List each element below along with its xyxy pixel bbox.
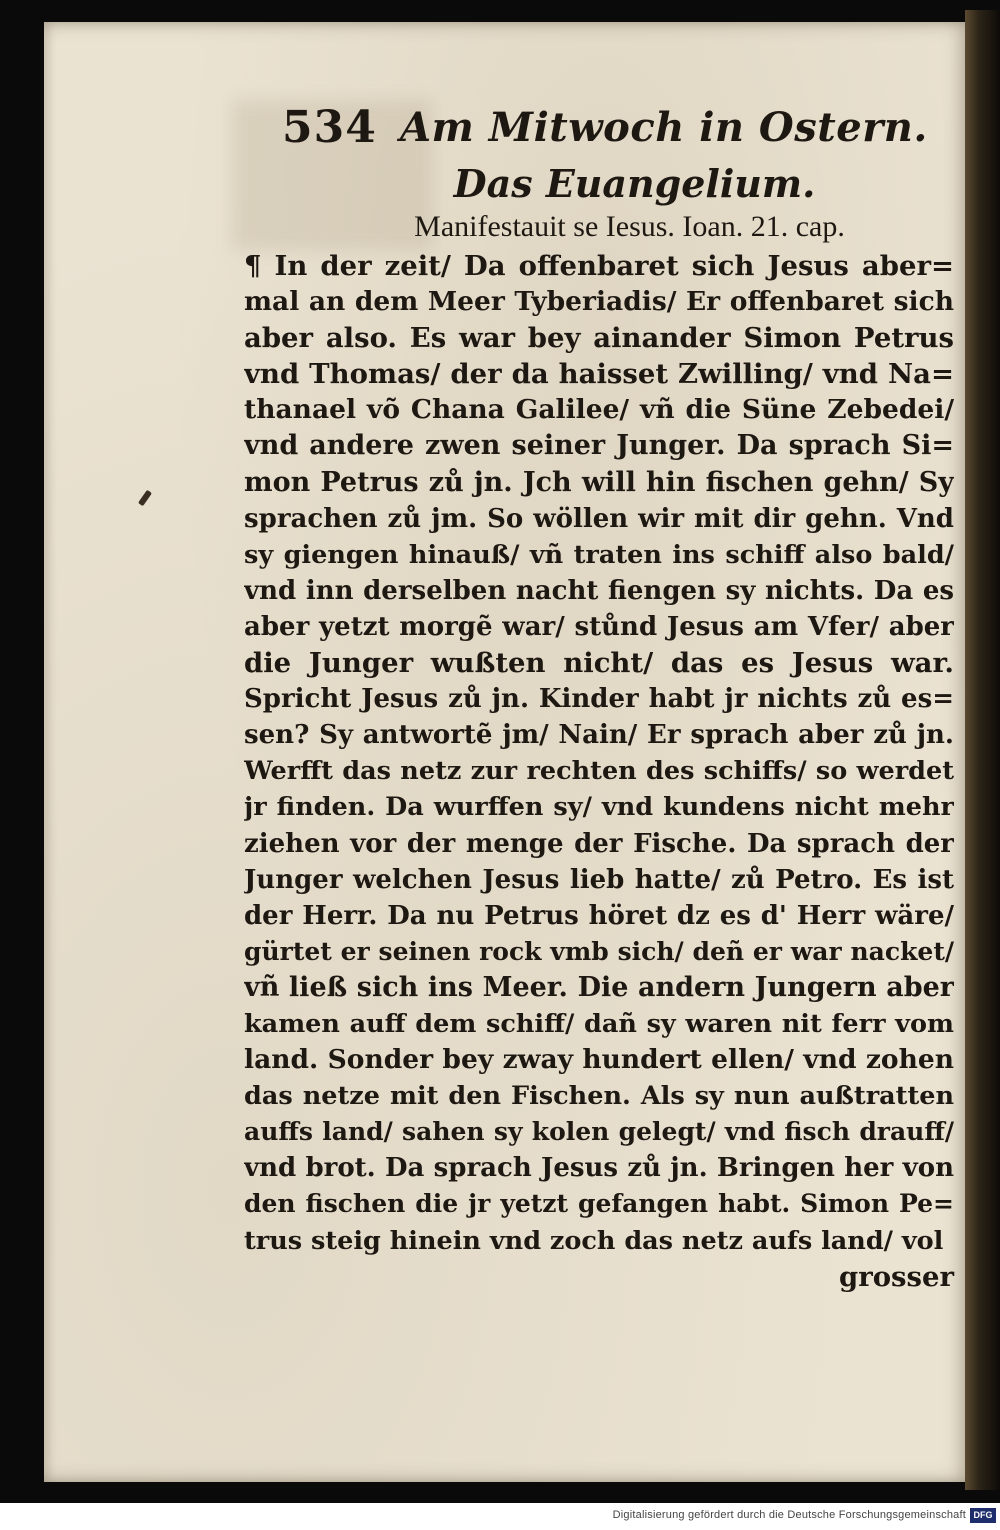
page-header (232, 98, 967, 160)
body-line: aber yetzt morgẽ war/ stůnd Jesus am Vfer/ aber (244, 611, 954, 642)
body-line: Spricht Jesus zů jn. Kinder habt jr nichts zů es= (244, 684, 954, 715)
binding-edge (965, 10, 1000, 1490)
body-line: vnd andere zwen seiner Junger. Da sprach Si= (244, 430, 954, 462)
body-line: die Junger wußten nicht/ das es Jesus war. (244, 647, 954, 680)
body-line: sy giengen hinauß/ vñ traten ins schiff also bald/ (244, 539, 954, 570)
running-head: Am Mitwoch in Ostern. (400, 104, 928, 151)
scripture-citation: Manifestauit se Iesus. Ioan. 21. cap. (414, 210, 845, 243)
body-text (244, 248, 967, 1259)
body-line: Werfft das netz zur rechten des schiffs/ so werdet (244, 756, 954, 787)
body-line: vnd Thomas/ der da haisset Zwilling/ vnd Na= (244, 358, 954, 391)
body-line: ¶ In der zeit/ Da offenbaret sich Jesus aber= (244, 250, 954, 282)
body-line: vnd brot. Da sprach Jesus zů jn. Bringen her von (244, 1153, 954, 1184)
body-line: der Herr. Da nu Petrus höret dz es d' Herr wäre/ (244, 900, 954, 931)
page-number: 534 (282, 102, 377, 153)
body-line: vnd inn derselben nacht fiengen sy nichts. Da es (244, 575, 954, 606)
body-line: vñ ließ sich ins Meer. Die andern Jungern aber (244, 971, 954, 1003)
body-line: kamen auff dem schiff/ dañ sy waren nit ferr vom (244, 1008, 954, 1039)
body-line: Junger welchen Jesus lieb hatte/ zů Petro. Es ist (244, 864, 954, 895)
body-line: jr finden. Da wurffen sy/ vnd kundens nicht mehr (244, 792, 954, 823)
body-line: ziehen vor der menge der Fische. Da sprach der (244, 828, 954, 859)
body-line: mon Petrus zů jn. Jch will hin fischen gehn/ Sy (244, 466, 954, 498)
body-line: trus steig hinein vnd zoch das netz aufs land/ vol (244, 1225, 944, 1256)
body-line: mal an dem Meer Tyberiadis/ Er offenbaret sich (244, 286, 954, 318)
body-line: den fischen die jr yetzt gefangen habt. Simon Pe= (244, 1189, 954, 1219)
body-line: sprachen zů jm. So wöllen wir mit dir gehn. Vnd (244, 503, 954, 534)
section-title: Das Euangelium. (453, 161, 816, 206)
body-line: aber also. Es war bey ainander Simon Petrus (244, 322, 954, 355)
body-line: gürtet er seinen rock vmb sich/ deñ er war nacket/ (244, 936, 954, 966)
body-line: thanael võ Chana Galilee/ vñ die Süne Zebedei/ (244, 394, 954, 426)
catchword: grosser (838, 1260, 954, 1293)
body-line: land. Sonder bey zway hundert ellen/ vnd zohen (244, 1044, 954, 1076)
text-block (232, 98, 967, 1295)
body-line: sen? Sy antwortẽ jm/ Nain/ Er sprach aber zů jn. (244, 720, 954, 751)
dfg-logo: DFG (970, 1508, 996, 1523)
funding-credit: Digitalisierung gefördert durch die Deutsche Forschungsgemeinschaft (612, 1509, 966, 1521)
body-line: das netze mit den Fischen. Als sy nun außtratten (244, 1081, 954, 1112)
body-line: auffs land/ sahen sy kolen gelegt/ vnd fisch drauff/ (244, 1117, 954, 1147)
footer-strip (0, 1503, 1000, 1530)
